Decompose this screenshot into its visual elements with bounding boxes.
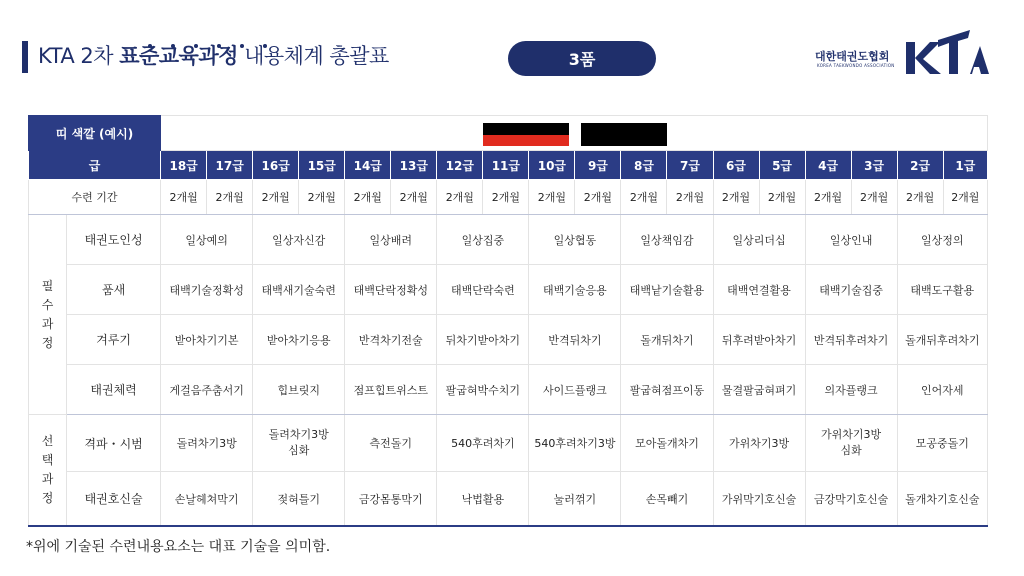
grade-cell: 1급: [943, 151, 987, 180]
logo-org-subtitle: KOREA TAEKWONDO ASSOCIATION: [817, 63, 895, 68]
grade-cell: 9급: [575, 151, 621, 180]
grade-header: 급: [29, 151, 161, 180]
curriculum-cell: 540후려차기3방: [529, 415, 621, 472]
curriculum-cell: 받아차기기본: [161, 315, 253, 365]
curriculum-cell: 뒤후려받아차기: [713, 315, 805, 365]
curriculum-cell: 뒤차기받아차기: [437, 315, 529, 365]
curriculum-cell: 점프힙트위스트: [345, 365, 437, 415]
curriculum-cell: 일상집중: [437, 215, 529, 265]
curriculum-cell: 태백기술집중: [805, 265, 897, 315]
period-cell: 2개월: [299, 180, 345, 215]
belt-color-label: 띠 색깔 (예시): [29, 116, 161, 151]
curriculum-cell: 일상예의: [161, 215, 253, 265]
curriculum-cell: 측전돌기: [345, 415, 437, 472]
curriculum-cell: 젖혀틀기: [253, 472, 345, 527]
title-emphasis-dots: [148, 33, 288, 39]
curriculum-cell: 태백도구활용: [897, 265, 987, 315]
period-cell: 2개월: [667, 180, 713, 215]
curriculum-cell: 태백단락숙련: [437, 265, 529, 315]
category-label: 격파・시범: [67, 415, 161, 472]
curriculum-cell: 태백낱기술활용: [621, 265, 713, 315]
grade-cell: 5급: [759, 151, 805, 180]
curriculum-cell: 일상인내: [805, 215, 897, 265]
category-label: 태권체력: [67, 365, 161, 415]
period-cell: 2개월: [437, 180, 483, 215]
period-cell: 2개월: [345, 180, 391, 215]
curriculum-cell: 모아돌개차기: [621, 415, 713, 472]
grade-cell: 15급: [299, 151, 345, 180]
curriculum-cell: 금강몸통막기: [345, 472, 437, 527]
grade-cell: 7급: [667, 151, 713, 180]
black-belt-swatch: [581, 123, 667, 146]
period-cell: 2개월: [575, 180, 621, 215]
logo-org-name: 대한태권도협회: [815, 50, 890, 63]
period-cell: 2개월: [529, 180, 575, 215]
curriculum-cell: 일상협동: [529, 215, 621, 265]
curriculum-cell: 반격뒤차기: [529, 315, 621, 365]
curriculum-cell: 의자플랭크: [805, 365, 897, 415]
period-cell: 2개월: [943, 180, 987, 215]
curriculum-cell: 눌러꺾기: [529, 472, 621, 527]
category-label: 품새: [67, 265, 161, 315]
curriculum-cell: 일상리더십: [713, 215, 805, 265]
curriculum-cell: 손목빼기: [621, 472, 713, 527]
curriculum-cell: 일상정의: [897, 215, 987, 265]
period-cell: 2개월: [483, 180, 529, 215]
curriculum-cell: 팔굽혀박수치기: [437, 365, 529, 415]
curriculum-cell: 태백기술응용: [529, 265, 621, 315]
grade-cell: 10급: [529, 151, 575, 180]
curriculum-cell: 태백단락정확성: [345, 265, 437, 315]
page-title: KTA 2차 표준교육과정 내용체계 총괄표: [38, 44, 389, 68]
required-course-label: 필 수 과 정: [29, 215, 67, 415]
period-cell: 2개월: [621, 180, 667, 215]
curriculum-table: [28, 115, 988, 527]
curriculum-cell: 돌개뒤후려차기: [897, 315, 987, 365]
curriculum-cell: 금강막기호신술: [805, 472, 897, 527]
curriculum-cell: 모공중돌기: [897, 415, 987, 472]
grade-cell: 18급: [161, 151, 207, 180]
optional-course-label: 선 택 과 정: [29, 415, 67, 527]
grade-cell: 8급: [621, 151, 667, 180]
grade-cell: 3급: [851, 151, 897, 180]
period-cell: 2개월: [851, 180, 897, 215]
period-cell: 2개월: [253, 180, 299, 215]
grade-cell: 12급: [437, 151, 483, 180]
period-cell: 2개월: [897, 180, 943, 215]
grade-cell: 17급: [207, 151, 253, 180]
period-cell: 2개월: [713, 180, 759, 215]
curriculum-cell: 팔굽혀점프이동: [621, 365, 713, 415]
curriculum-cell: 돌려차기3방 심화: [253, 415, 345, 472]
curriculum-cell: 가위막기호신술: [713, 472, 805, 527]
curriculum-cell: 돌개뒤차기: [621, 315, 713, 365]
curriculum-cell: 가위차기3방: [713, 415, 805, 472]
curriculum-cell: 태백기술정확성: [161, 265, 253, 315]
curriculum-cell: 받아차기응용: [253, 315, 345, 365]
kta-logo-icon: [904, 26, 994, 78]
rank-badge: 3품: [508, 41, 656, 76]
curriculum-cell: 손날헤쳐막기: [161, 472, 253, 527]
grade-cell: 16급: [253, 151, 299, 180]
period-cell: 2개월: [759, 180, 805, 215]
curriculum-cell: 540후려차기: [437, 415, 529, 472]
grade-cell: 2급: [897, 151, 943, 180]
period-label: 수련 기간: [29, 180, 161, 215]
curriculum-cell: 물결팔굽혀펴기: [713, 365, 805, 415]
grade-cell: 13급: [391, 151, 437, 180]
curriculum-cell: 태백연결활용: [713, 265, 805, 315]
curriculum-cell: 일상배려: [345, 215, 437, 265]
grade-cell: 14급: [345, 151, 391, 180]
category-label: 겨루기: [67, 315, 161, 365]
title-accent-bar: [22, 41, 28, 73]
curriculum-cell: 일상자신감: [253, 215, 345, 265]
curriculum-cell: 태백새기술숙련: [253, 265, 345, 315]
curriculum-cell: 사이드플랭크: [529, 365, 621, 415]
grade-cell: 6급: [713, 151, 759, 180]
period-cell: 2개월: [161, 180, 207, 215]
period-cell: 2개월: [391, 180, 437, 215]
curriculum-cell: 반격차기전술: [345, 315, 437, 365]
curriculum-cell: 가위차기3방 심화: [805, 415, 897, 472]
curriculum-cell: 낙법활용: [437, 472, 529, 527]
curriculum-cell: 돌개차기호신술: [897, 472, 987, 527]
grade-cell: 4급: [805, 151, 851, 180]
grade-cell: 11급: [483, 151, 529, 180]
belt-color-cell: [161, 116, 988, 151]
red-black-belt-swatch: [483, 123, 569, 146]
curriculum-cell: 반격뒤후려차기: [805, 315, 897, 365]
curriculum-cell: 게걸음주춤서기: [161, 365, 253, 415]
curriculum-cell: 일상책임감: [621, 215, 713, 265]
category-label: 태권도인성: [67, 215, 161, 265]
period-cell: 2개월: [805, 180, 851, 215]
category-label: 태권호신술: [67, 472, 161, 527]
curriculum-cell: 돌려차기3방: [161, 415, 253, 472]
curriculum-cell: 인어자세: [897, 365, 987, 415]
curriculum-cell: 힙브릿지: [253, 365, 345, 415]
period-cell: 2개월: [207, 180, 253, 215]
footnote: *위에 기술된 수련내용요소는 대표 기술을 의미함.: [26, 539, 331, 555]
